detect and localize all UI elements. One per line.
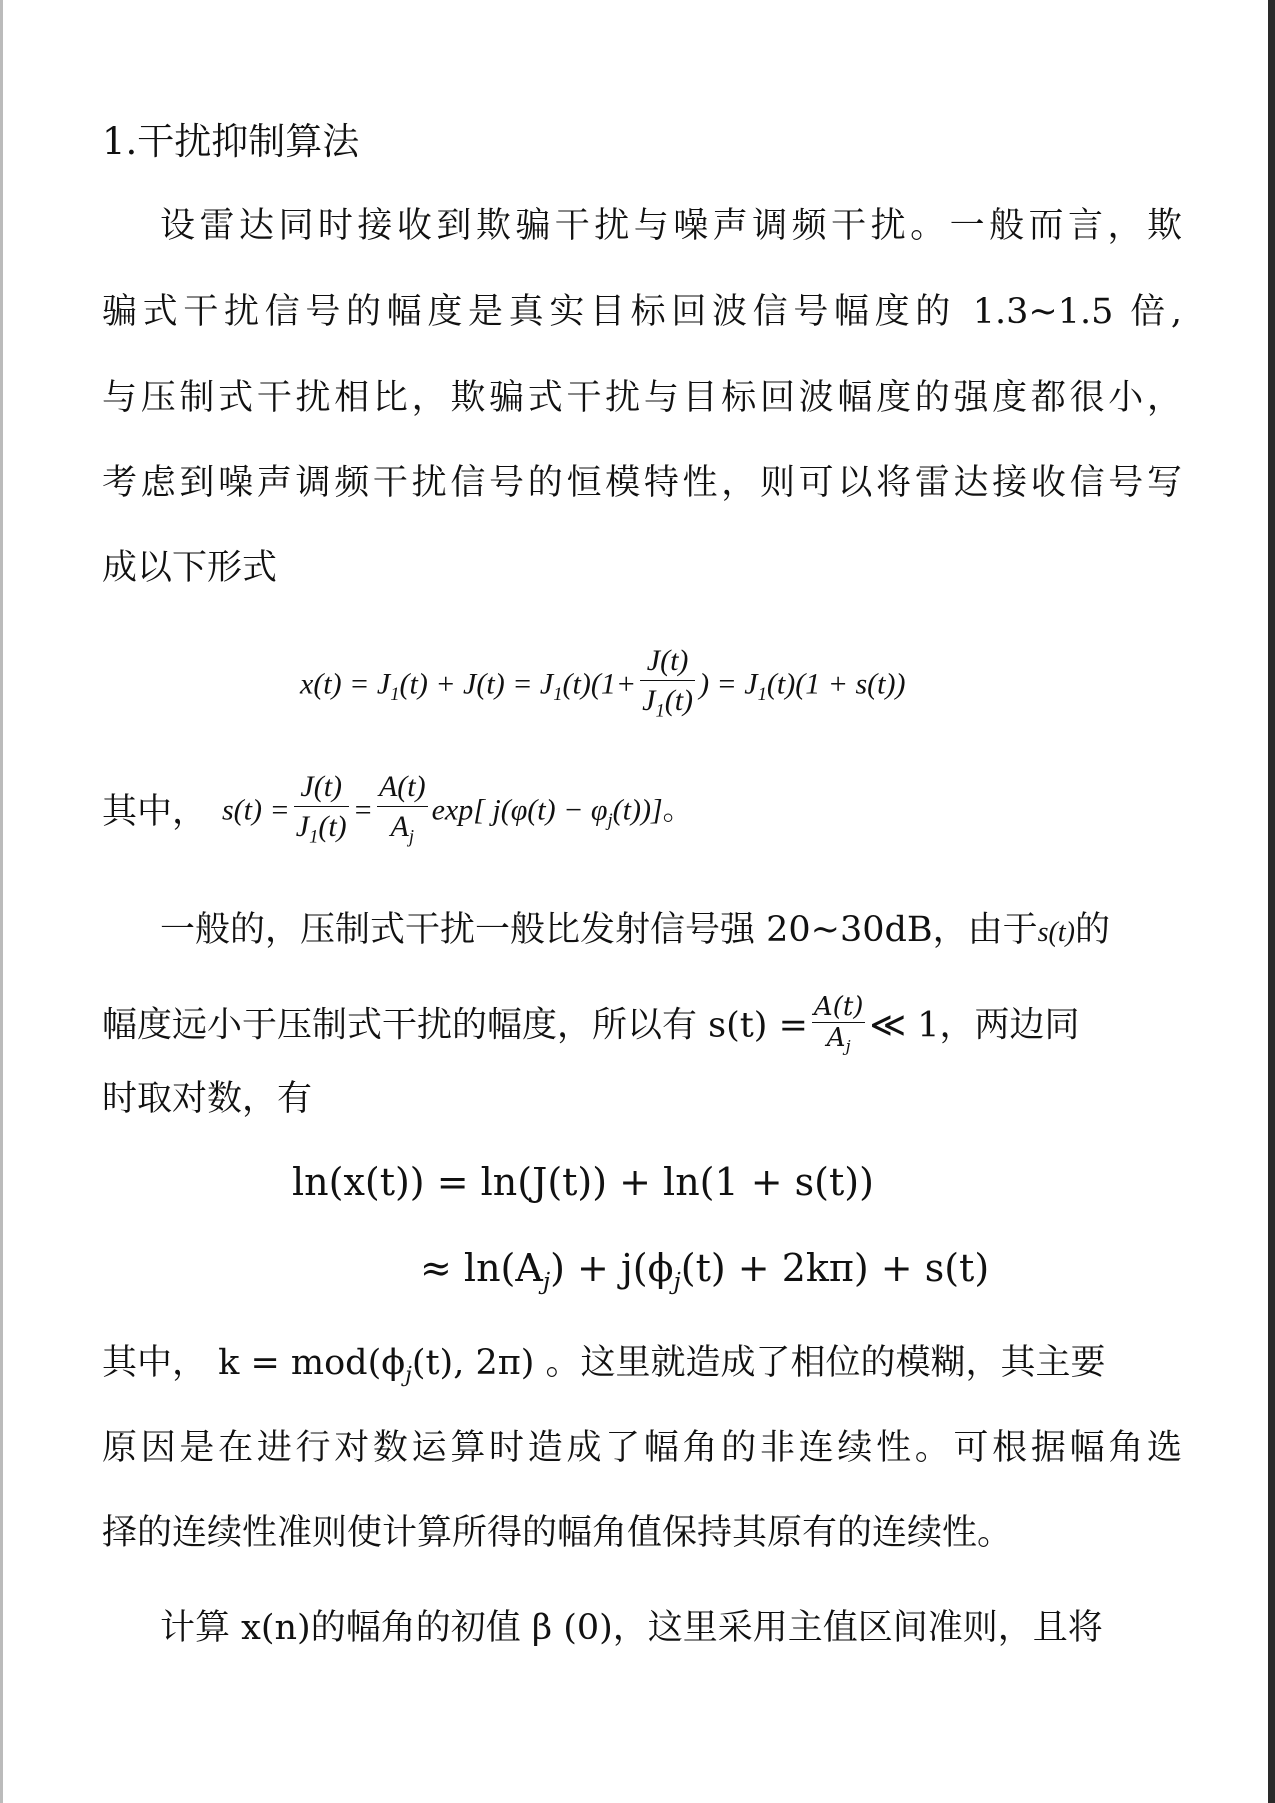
where-label: 其中，	[102, 792, 208, 832]
eq1-part2: (t) + J(t) = J	[399, 667, 554, 701]
paragraph3-line2: 原因是在进行对数运算时造成了幅角的非连续性。可根据幅角选	[102, 1428, 1182, 1468]
eq1-part3: (t)(1+	[562, 667, 637, 701]
equation-s-definition: s(t) = $\frac{J(t)}{J_1(t)}$ = $\frac{A(t)}{A_j}$ exp[ $j(\varphi(t) - \varphi_j(t))$]。	[222, 768, 693, 858]
eq1-lhs: x(t) = J	[300, 667, 391, 701]
page-right-edge	[1268, 0, 1275, 1803]
section-heading: 1.干扰抑制算法	[102, 120, 360, 163]
paragraph1-line1: 设雷达同时接收到欺骗干扰与噪声调频干扰。一般而言，欺	[160, 206, 1182, 246]
p2-fraction: $\frac{A(t)}{A_j}$	[813, 992, 864, 1056]
paragraph2-line2: 幅度远小于压制式干扰的幅度，所以有 s(t) = $\frac{A(t)}{A_j}$ ≪ 1，两边同	[102, 992, 1182, 1062]
equation-log-row1: ln(x(t)) = ln(J(t)) + ln(1 + s(t))	[292, 1160, 874, 1204]
paragraph3-line3: 择的连续性准则使计算所得的幅角值保持其原有的连续性。	[102, 1513, 1013, 1553]
paragraph1-line5: 成以下形式	[102, 548, 278, 588]
paragraph1-line2: 骗式干扰信号的幅度是真实目标回波信号幅度的 1.3~1.5 倍,	[102, 292, 1182, 332]
paragraph2-line1: 一般的，压制式干扰一般比发射信号强 20~30dB，由于s(t)的	[160, 910, 1110, 950]
paragraph2-line3: 时取对数，有	[102, 1079, 313, 1119]
paragraph4-line1: 计算 x(n)的幅角的初值 β (0)，这里采用主值区间准则，且将	[160, 1608, 1103, 1648]
paragraph3-line1: 其中， $k = mod(\phi_j(t)$, 2π) 。这里就造成了相位的模糊，其主要	[102, 1343, 1106, 1388]
equation-log-row2: ≈ $\ln(A_j) + j(\phi_j(t) + 2k\pi) + s(t)$	[420, 1246, 990, 1296]
eq1-part4: ) = J	[699, 667, 758, 701]
paragraph1-line4: 考虑到噪声调频干扰信号的恒模特性，则可以将雷达接收信号写	[102, 463, 1182, 503]
eq1-part5: (t)(1 + s(t))	[766, 667, 906, 701]
s-def-fraction-1: $\frac{J(t)}{J_1(t)}$	[295, 770, 347, 848]
eq1-fraction: $\frac{J(t)}{J_1(t)}$	[642, 644, 694, 722]
page-left-edge	[0, 0, 3, 1803]
paragraph1-line3: 与压制式干扰相比，欺骗式干扰与目标回波幅度的强度都很小，	[102, 378, 1182, 418]
s-def-fraction-2: $\frac{A(t)}{A_j}$	[378, 770, 426, 848]
equation-received-signal: $x(t) = J_1(t) + J(t) = J_1(t)(1+$ $\frac{J(t)}{J_1(t)}$ ) = $J_1(t)(1 + s(t))$	[300, 642, 905, 732]
